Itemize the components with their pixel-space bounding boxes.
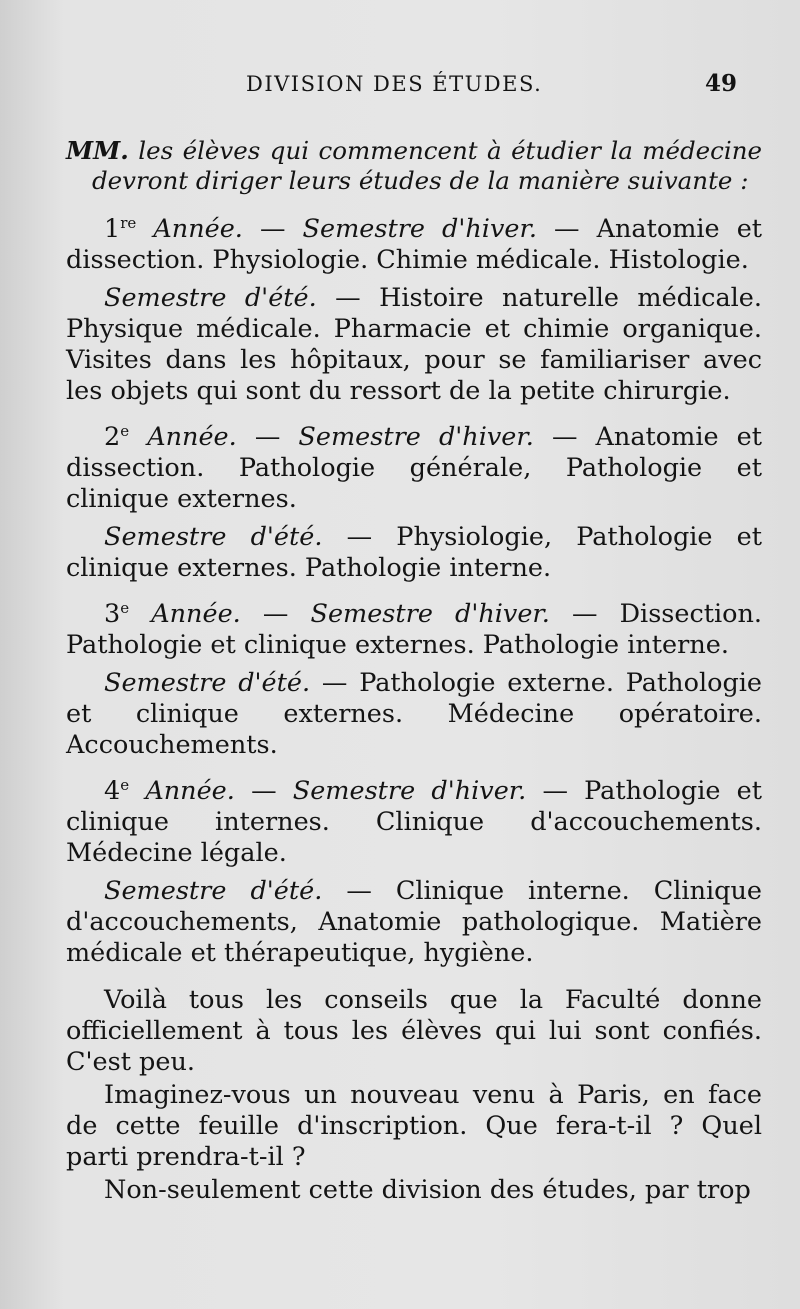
summer-courses: Histoire naturelle médicale. Physique médicale. Pharmacie et chimie organique. Visites dans les hôpitaux, pour se familiariser avec les objets qui sont du ressort de la petite chirurgie. — [66, 283, 762, 406]
year-3-winter — [66, 593, 762, 661]
year-label: Année. — [147, 422, 237, 452]
year-1-winter — [66, 208, 762, 276]
body-paragraph: Non-seulement cette division des études, par trop — [104, 1175, 751, 1205]
year-ordinal: e — [120, 599, 130, 617]
intro-paragraph — [66, 136, 762, 196]
page-body — [66, 136, 762, 1206]
summer-label: Semestre d'été. — [104, 283, 317, 313]
dash: — — [542, 776, 568, 806]
summer-courses: Pathologie externe. Pathologie et clinique externes. Médecine opératoire. Accouchements. — [66, 668, 763, 760]
winter-label: Semestre d'hiver. — [310, 599, 550, 629]
winter-label: Semestre d'hiver. — [298, 422, 534, 452]
dash: — — [259, 214, 286, 244]
year-label: Année. — [153, 214, 243, 244]
dash: — — [551, 422, 578, 452]
winter-courses: Pathologie et clinique internes. Clinique d'accouchements. Médecine légale. — [66, 776, 762, 868]
summer-label: Semestre d'été. — [104, 522, 323, 552]
dash: — — [335, 283, 361, 313]
dash: — — [554, 214, 580, 244]
running-title: DIVISION DES ÉTUDES. — [246, 72, 543, 96]
year-ordinal: re — [120, 214, 137, 232]
year-3-summer — [66, 668, 762, 761]
dash: — — [254, 422, 281, 452]
year-1-summer — [66, 283, 762, 407]
year-number: 4 — [104, 776, 121, 806]
summer-label: Semestre d'été. — [104, 668, 311, 698]
summer-courses: Clinique interne. Clinique d'accouchements, Anatomie pathologique. Matière médicale et thérapeutique, hygiène. — [66, 876, 763, 968]
year-number: 3 — [104, 599, 121, 629]
dash: — — [572, 599, 598, 629]
dash: — — [346, 876, 372, 906]
year-ordinal: e — [120, 422, 130, 440]
year-2-summer — [66, 522, 762, 584]
section-spacer — [66, 969, 762, 983]
summer-label: Semestre d'été. — [104, 876, 323, 906]
summer-courses: Physiologie, Pathologie et clinique externes. Pathologie interne. — [66, 522, 762, 583]
year-label: Année. — [151, 599, 241, 629]
year-ordinal: e — [120, 776, 130, 794]
year-4-winter — [66, 770, 762, 869]
winter-label: Semestre d'hiver. — [292, 776, 527, 806]
year-number: 1 — [104, 214, 121, 244]
page-number: 49 — [705, 70, 738, 97]
winter-label: Semestre d'hiver. — [302, 214, 537, 244]
winter-courses: Anatomie et dissection. Pathologie générale, Pathologie et clinique externes. — [66, 422, 762, 514]
body-paragraph: Voilà tous les conseils que la Faculté donne officiellement à tous les élèves qui lui sont confiés. C'est peu. — [66, 985, 762, 1077]
winter-courses: Dissection. Pathologie et clinique externes. Pathologie interne. — [66, 599, 763, 660]
year-number: 2 — [104, 422, 121, 452]
winter-courses: Anatomie et dissection. Physiologie. Chimie médicale. Histologie. — [66, 214, 763, 275]
year-2-winter — [66, 416, 762, 515]
year-4-summer — [66, 876, 762, 969]
year-label: Année. — [145, 776, 235, 806]
dash: — — [251, 776, 277, 806]
dash: — — [321, 668, 348, 698]
dash: — — [346, 522, 373, 552]
intro-lead: MM. — [66, 136, 129, 165]
page-header — [0, 68, 800, 108]
dash: — — [262, 599, 289, 629]
intro-text: les élèves qui commencent à étudier la médecine devront diriger leurs études de la manière suivante : — [92, 136, 762, 195]
body-paragraph: Imaginez-vous un nouveau venu à Paris, en face de cette feuille d'inscription. Que fera-t-il ? Quel parti prendra-t-il ? — [66, 1080, 762, 1172]
